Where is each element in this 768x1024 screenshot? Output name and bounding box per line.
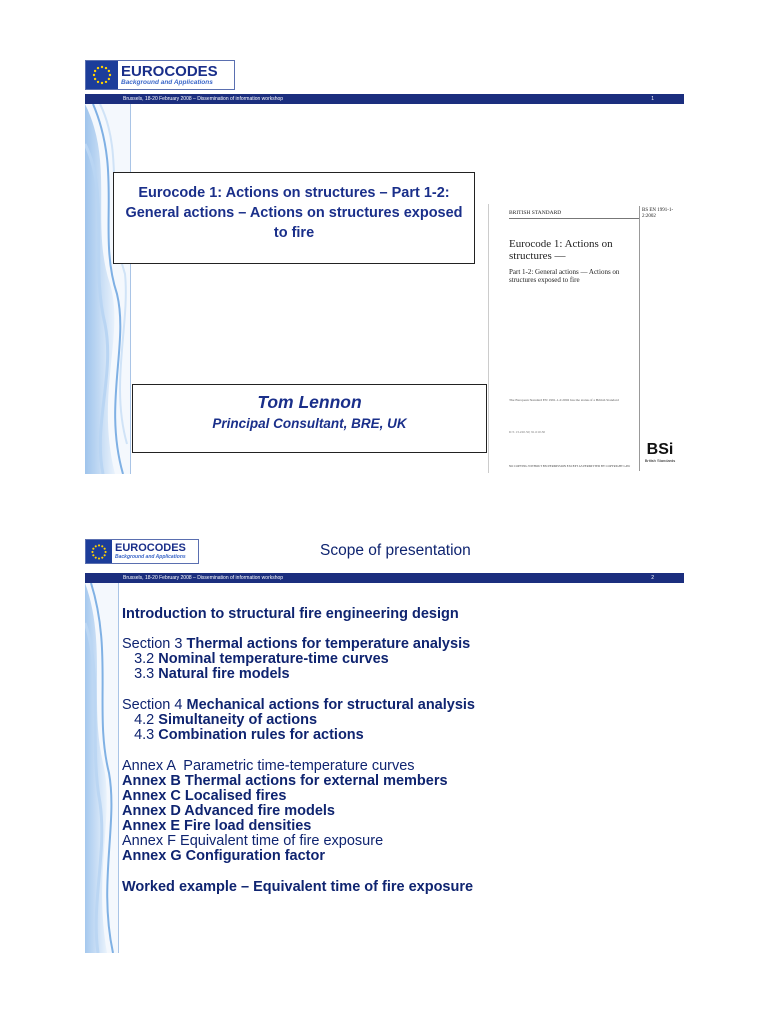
cover-small-note: ICS 13.220.50; 91.010.30 [509,430,546,434]
divider-line [130,104,131,474]
header-bar [85,94,684,104]
cover-title: Eurocode 1: Actions on structures — [509,238,613,262]
list-item: 4.3 Combination rules for actions [122,727,364,743]
list-item: Section 4 Mechanical actions for structural analysis [122,697,475,713]
bsi-logo-text: BSi [646,441,674,458]
eurocodes-logo [85,539,199,564]
header-bar [85,573,684,583]
list-item: 3.2 Nominal temperature-time curves [122,651,389,667]
cover-body-note: The European Standard EN 1991-1-2:2002 has the status of a British Standard [509,398,619,402]
presentation-title [113,172,475,264]
logo-subtitle: Background and Applications [115,554,186,560]
list-item: 3.3 Natural fire models [122,666,290,682]
list-item: Annex C Localised fires [122,788,287,804]
list-item: 4.2 Simultaneity of actions [122,712,318,728]
list-item: Annex A Parametric time-temperature curves [122,758,415,774]
bsi-logo-sub: British Standards [644,458,676,463]
list-item: Annex F Equivalent time of fire exposure [122,833,384,849]
divider-line [118,583,119,953]
list-item: Section 3 Thermal actions for temperature analysis [122,636,471,652]
cover-footer: NO COPYING WITHOUT BSI PERMISSION EXCEPT AS PERMITTED BY COPYRIGHT LAW [509,464,631,468]
list-item: Annex D Advanced fire models [122,803,335,819]
cover-header-right: BS EN 1991-1-2:2002 [642,208,674,219]
title-text: Eurocode 1: Actions on structures – Part 1-2: General actions – Actions on structures exposed to fire [125,185,463,241]
list-item: Annex B Thermal actions for external members [122,773,448,789]
logo-title: EUROCODES [115,542,186,554]
list-item: Annex E Fire load densities [122,818,312,834]
decorative-swoosh [85,583,118,953]
bs-cover-image [488,204,683,473]
logo-title: EUROCODES [121,63,218,80]
page-number: 2 [651,575,654,581]
slide-title: Scope of presentation [320,542,471,559]
logo-subtitle: Background and Applications [121,79,213,86]
eurocodes-logo [85,60,235,90]
author-name: Tom Lennon [257,392,362,412]
list-item: Introduction to structural fire engineering design [122,606,459,622]
bsi-logo [641,442,679,463]
page-number: 1 [651,96,654,102]
bar-text: Brussels, 18-20 February 2008 – Dissemination of information workshop [123,575,284,581]
bar-text: Brussels, 18-20 February 2008 – Dissemination of information workshop [123,96,284,102]
eu-flag-icon [86,540,112,563]
eu-flag-icon [86,61,118,89]
cover-rule [509,218,639,219]
cover-header-left: BRITISH STANDARD [509,210,562,216]
cover-vrule [639,206,640,471]
list-item: Worked example – Equivalent time of fire exposure [122,879,474,895]
decorative-swoosh [85,104,130,474]
list-item: Annex G Configuration factor [122,848,325,864]
author-affiliation: Principal Consultant, BRE, UK [212,416,407,431]
cover-subtitle: Part 1-2: General actions — Actions on structures exposed to fire [509,268,620,284]
author-box [132,384,487,453]
